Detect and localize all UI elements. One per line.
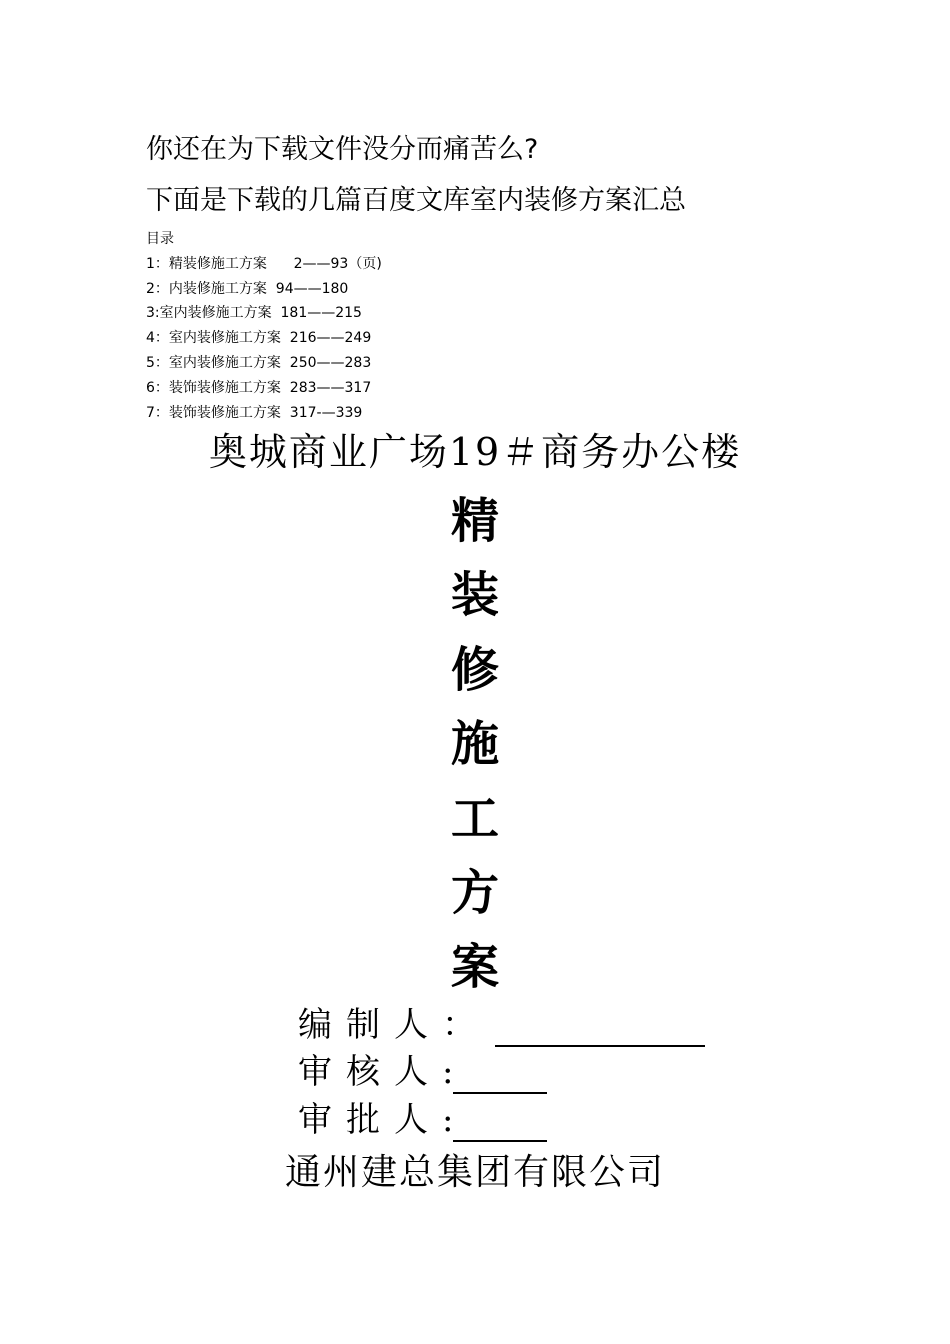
- intro-line-1: 你还在为下载文件没分而痛苦么?: [146, 134, 539, 165]
- title-char: 修: [450, 641, 499, 698]
- document-title-vertical: [425, 484, 525, 1005]
- company-name: 通州建总集团有限公司: [284, 1152, 665, 1193]
- approver-colon: :: [442, 1100, 454, 1140]
- title-char: 装: [450, 567, 499, 624]
- toc-item: 6：装饰装修施工方案 283——317: [146, 379, 372, 396]
- toc-title: 目录: [146, 231, 174, 247]
- toc-item: 4：室内装修施工方案 216——249: [146, 330, 372, 347]
- approver-signature-line: [453, 1106, 547, 1142]
- reviewer-colon: :: [442, 1052, 454, 1092]
- reviewer-signature-row: [298, 1050, 547, 1094]
- toc-item: 2：内装修施工方案 94——180: [146, 280, 349, 297]
- approver-signature-row: [298, 1098, 547, 1142]
- reviewer-signature-line: [453, 1058, 547, 1094]
- compiler-signature-row: [298, 1003, 705, 1047]
- toc-item: 5：室内装修施工方案 250——283: [146, 354, 372, 371]
- toc-item: 1：精装修施工方案 2——93（页): [146, 255, 382, 272]
- toc-item: 7：装饰装修施工方案 317-—339: [146, 404, 363, 421]
- intro-line-2: 下面是下载的几篇百度文库室内装修方案汇总: [146, 185, 686, 216]
- compiler-colon: ：: [442, 1005, 476, 1045]
- reviewer-label: 审核人: [298, 1052, 442, 1092]
- title-char: 精: [450, 493, 499, 549]
- title-char: 施: [450, 716, 499, 773]
- compiler-signature-line: [495, 1011, 705, 1047]
- title-char: 案: [450, 939, 499, 996]
- title-char: 方: [450, 864, 499, 921]
- title-char: 工: [450, 790, 499, 847]
- project-title: 奥城商业广场19＃商务办公楼: [208, 430, 742, 474]
- approver-label: 审批人: [298, 1100, 442, 1140]
- compiler-label: 编制人: [298, 1005, 442, 1045]
- toc-item: 3:室内装修施工方案 181——215: [146, 305, 362, 322]
- table-of-contents: [146, 227, 382, 425]
